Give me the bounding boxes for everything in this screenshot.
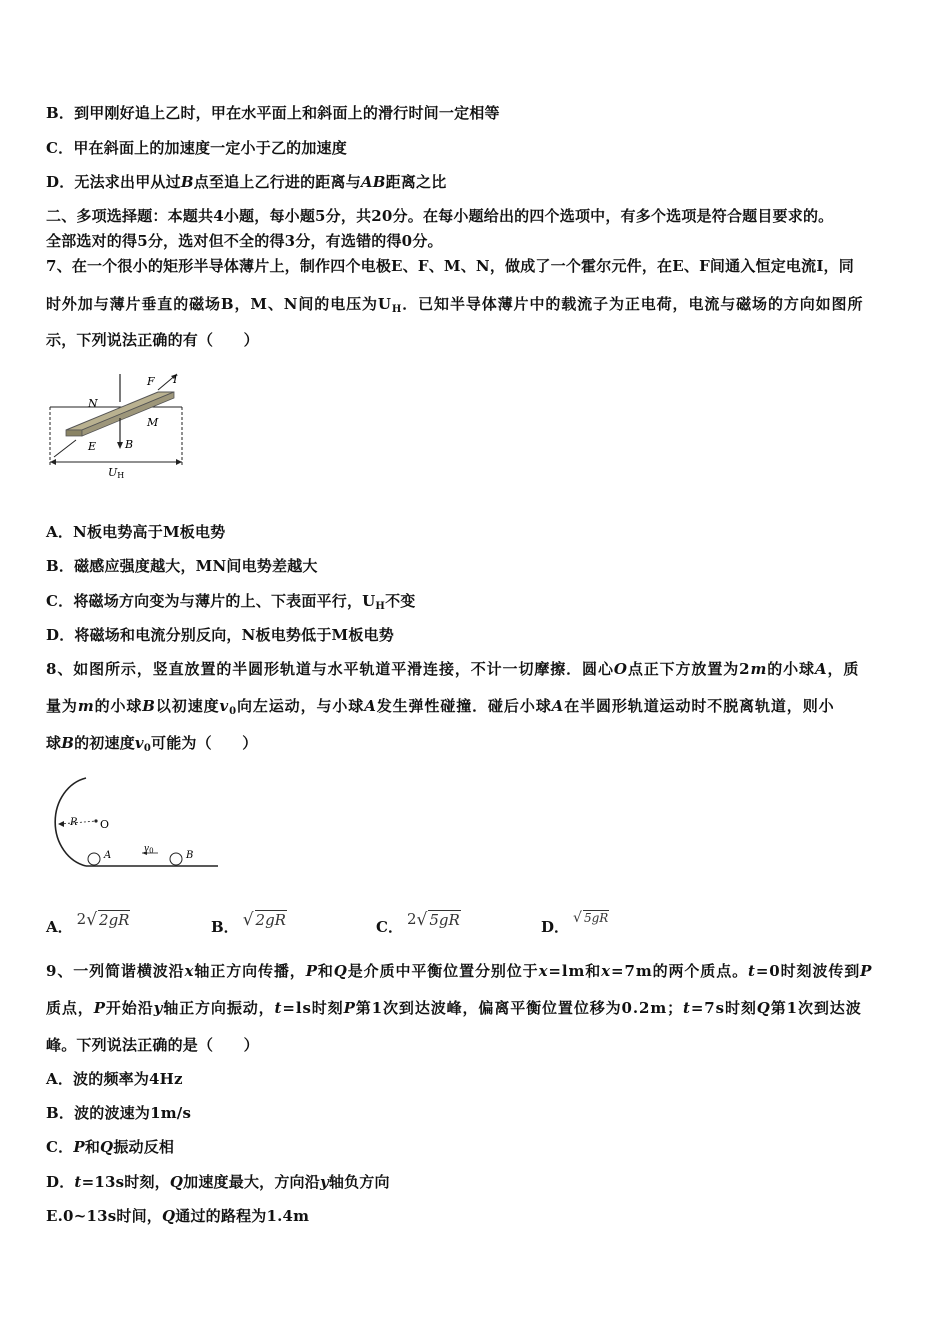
q9-stem-line2: 质点，P开始沿y轴正方向振动，t=ls时刻P第1次到达波峰，偏离平衡位置位移为0.2m；t=7s时刻Q第1次到达波 <box>46 999 862 1017</box>
prev-option-b: B．到甲刚好追上乙时，甲在水平面上和斜面上的滑行时间一定相等 <box>46 104 500 122</box>
q9-option-d: D．t=13s时刻，Q加速度最大，方向沿y轴负方向 <box>46 1173 390 1191</box>
formula-a: 2 √ 2gR <box>76 910 130 930</box>
label-b-ball: B <box>186 850 194 861</box>
formula-c: 2 √ 5gR <box>406 910 460 930</box>
q7-stem-line3: 示，下列说法正确的有（ ） <box>46 331 259 349</box>
q7-stem-line1: 7、在一个很小的矩形半导体薄片上，制作四个电极E、F、M、N，做成了一个霍尔元件，在E、F间通入恒定电流I，同 <box>46 257 854 275</box>
prev-option-c: C．甲在斜面上的加速度一定小于乙的加速度 <box>46 139 347 157</box>
q7-stem-line2: 时外加与薄片垂直的磁场B，M、N间的电压为$U_H$．已知半导体薄片中的载流子为正电荷，电流与磁场的方向如图所 <box>46 295 864 315</box>
label-f: F <box>147 375 155 388</box>
semicircle-track-figure <box>46 774 226 874</box>
q9-option-a: A．波的频率为4Hz <box>46 1070 183 1088</box>
label-m: M <box>147 416 159 429</box>
q8-stem-line1: 8、如图所示，竖直放置的半圆形轨道与水平轨道平滑连接，不计一切摩擦．圆心O点正下方放置为2m的小球A，质 <box>46 660 860 678</box>
q7-option-a: A．N板电势高于M板电势 <box>46 523 226 541</box>
label-b: B <box>125 438 134 451</box>
q8-option-c: C． 2 √ 5gR <box>376 910 460 936</box>
label-e: E <box>88 440 97 453</box>
q8-option-a: A． 2 √ 2gR <box>46 910 130 936</box>
formula-b: √ 2gR <box>242 910 286 930</box>
q9-option-b: B．波的波速为1m/s <box>46 1104 192 1122</box>
q8-option-b: B． √ 2gR <box>211 910 286 936</box>
section-header-line2: 全部选对的得5分，选对但不全的得3分，有选错的得0分。 <box>46 232 443 250</box>
q9-option-c: C．P和Q振动反相 <box>46 1138 175 1156</box>
q7-option-c: C．将磁场方向变为与薄片的上、下表面平行，$U_H$不变 <box>46 592 416 612</box>
formula-d: √ 5gR <box>573 910 609 926</box>
label-r: R <box>70 817 78 828</box>
q8-stem-line2: 量为m的小球B以初速度$v_0$向左运动，与小球A发生弹性碰撞．碰后小球A在半圆形轨道运动时不脱离轨道，则小 <box>46 697 835 717</box>
q9-option-e: E.0~13s时间，Q通过的路程为1.4m <box>46 1207 310 1225</box>
q7-option-b: B．磁感应强度越大，MN间电势差越大 <box>46 557 318 575</box>
label-uh: UH <box>108 466 125 480</box>
label-a: A <box>104 850 112 861</box>
q7-option-d: D．将磁场和电流分别反向，N板电势低于M板电势 <box>46 626 394 644</box>
label-i: I <box>173 373 178 386</box>
q8-stem-line3: 球B的初速度$v_0$可能为（ ） <box>46 734 258 754</box>
label-o: O <box>100 818 110 831</box>
prev-option-d: D．无法求出甲从过B点至追上乙行进的距离与AB距离之比 <box>46 173 447 191</box>
label-n: N <box>88 397 98 410</box>
q8-option-d: D． √ 5gR <box>541 910 609 936</box>
hall-element-figure <box>46 370 196 480</box>
q9-stem-line3: 峰。下列说法正确的是（ ） <box>46 1036 259 1054</box>
label-v0: $v_0$ <box>144 844 154 855</box>
q9-stem-line1: 9、一列简谐横波沿x轴正方向传播，P和Q是介质中平衡位置分别位于x=lm和x=7m的两个质点。t=0时刻波传到P <box>46 962 873 980</box>
section-header-line1: 二、多项选择题：本题共4小题，每小题5分，共20分。在每小题给出的四个选项中，有多个选项是符合题目要求的。 <box>46 207 834 225</box>
